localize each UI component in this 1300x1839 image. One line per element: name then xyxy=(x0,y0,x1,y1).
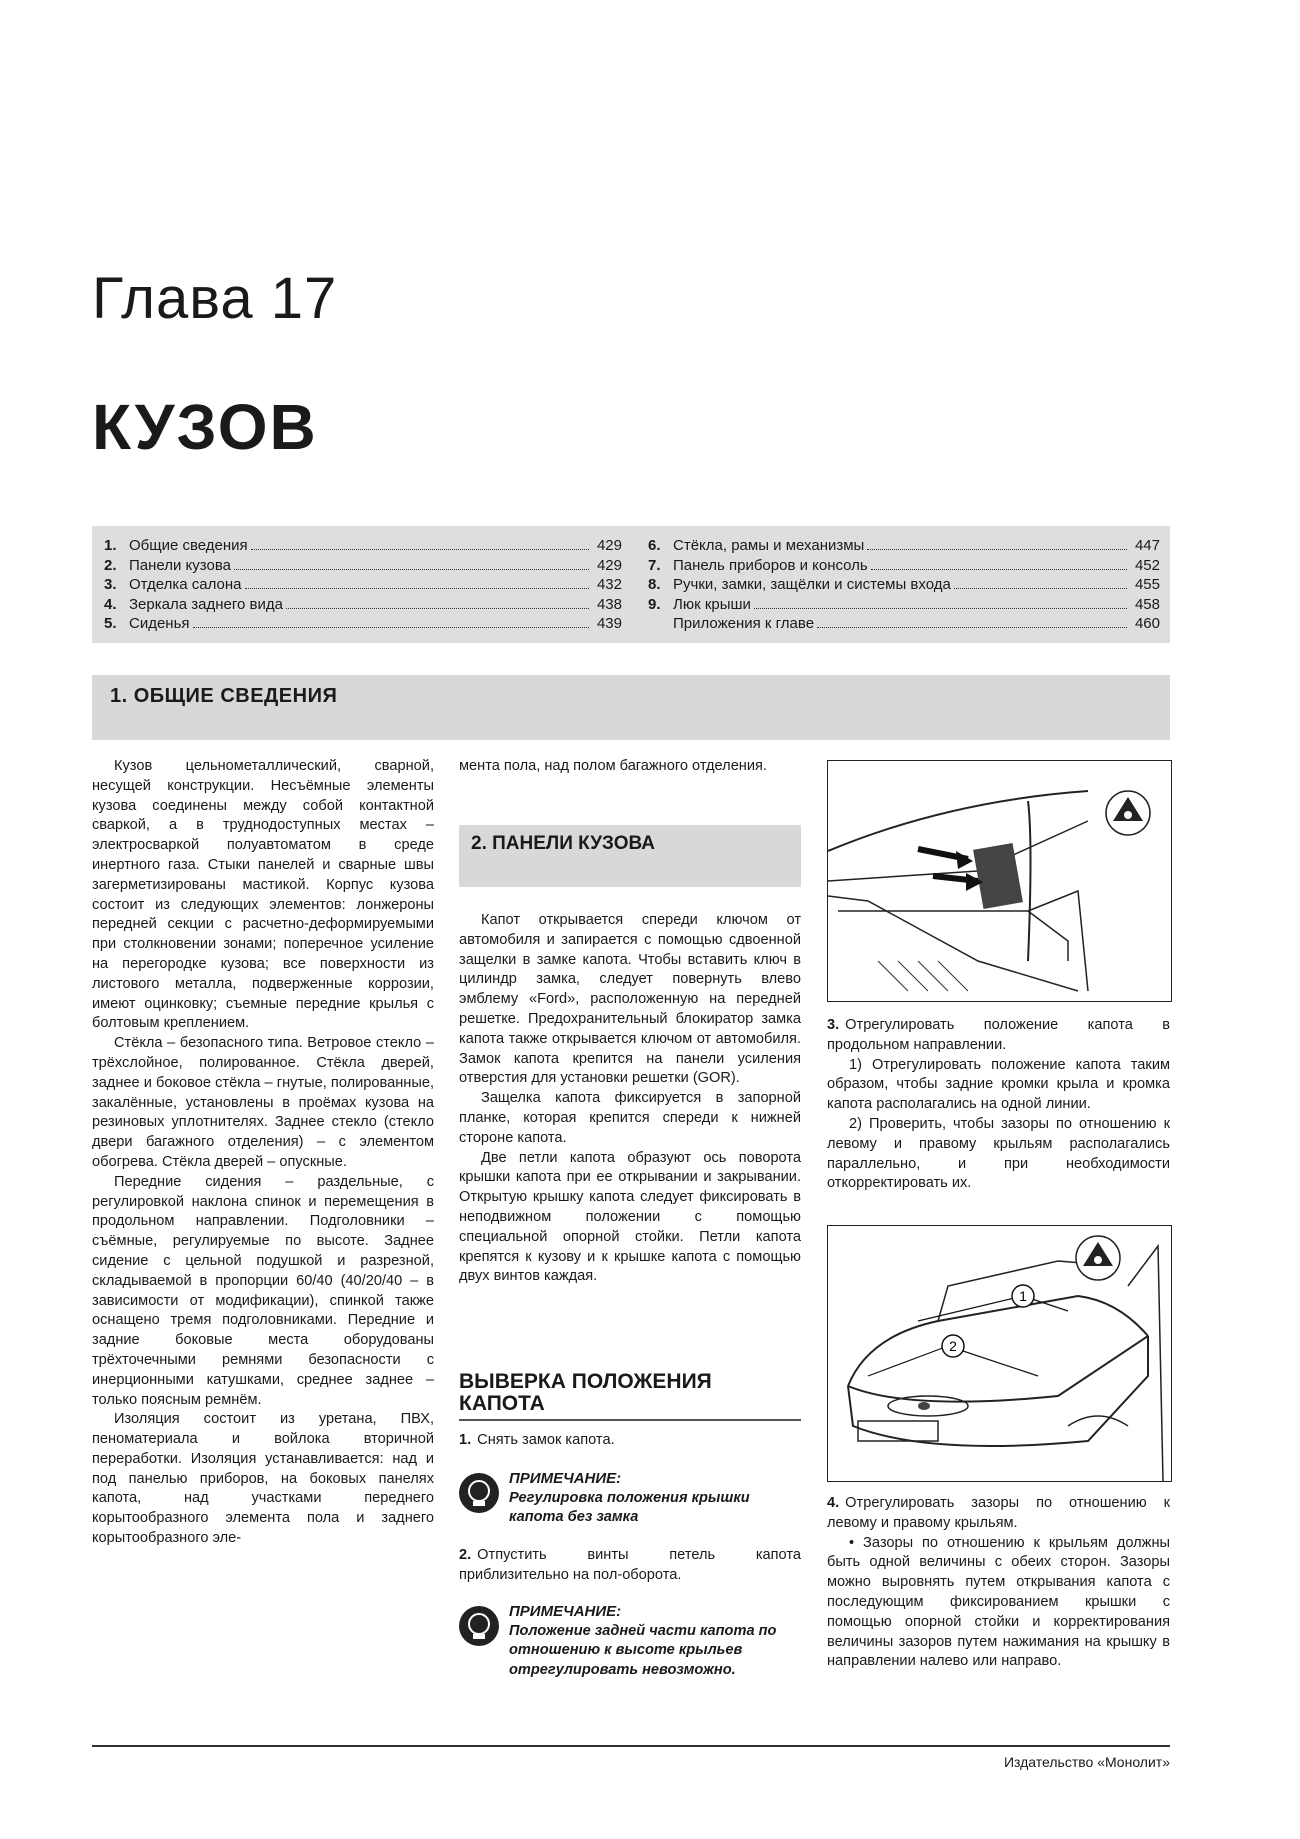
paragraph: Изоляция состоит из уретана, ПВХ, пеноматериала и войлока вторичной переработки. Изоляция устанавливается: над и под панелью приборов, на боковых панелях капота, над участками переднего корытообразного элемента пола и заднего корытообразного эле- xyxy=(92,1411,434,1547)
chapter-title: КУЗОВ xyxy=(92,391,318,463)
paragraph: Две петли капота образуют ось поворота крышки капота при ее открывании и закрывании. Открытую крышку капота следует фиксировать в неподвижном положении с помощью специальной опорной стойки. Петли капота крепятся к кузову и к крышке капота с помощью двух винтов каждая. xyxy=(459,1149,801,1285)
section-2-header xyxy=(459,825,801,887)
hood-latch-illustration xyxy=(827,760,1172,1002)
column-3-text-bottom xyxy=(827,1494,1170,1672)
section-1-header xyxy=(92,675,1170,740)
column-3-text-top xyxy=(827,1016,1170,1194)
column-2-text xyxy=(459,911,801,1287)
column-2-continuation xyxy=(459,757,801,777)
paragraph: Капот открывается спереди ключом от автомобиля и запирается с помощью сдвоенной защелки в замке капота. Чтобы вставить ключ в цилиндр замка, следует повернуть влево эмблему «Ford», расположенную на передней решетке. Предохранительный блокиратор замка капота также открывается ключом от автомобиля. Замок капота крепится на панели усиления отверстия для установки решетки (GOR). xyxy=(459,912,801,1087)
toc-item[interactable]: 3. Отделка салона 432 xyxy=(104,576,622,593)
toc-item[interactable]: 6. Стёкла, рамы и механизмы 447 xyxy=(648,537,1160,554)
section-2-title: 2. ПАНЕЛИ КУЗОВА xyxy=(471,833,655,854)
subsection-heading: ВЫВЕРКА ПОЛОЖЕНИЯ КАПОТА xyxy=(459,1371,801,1421)
hood-latch-drawing xyxy=(828,761,1171,1001)
paragraph: Стёкла – безопасного типа. Ветровое стекло – трёхслойное, полированное. Стёкла дверей, заднее и боковое стёкла – гнутые, полированные, закалённые, установлены в проёмах кузова на резиновых уплотнителях. Заднее стекло (стекло двери багажного отделения) – с элементом обогрева. Стёкла дверей – опускные. xyxy=(92,1035,434,1170)
paragraph: Кузов цельнометаллический, сварной, несущей конструкции. Несъёмные элементы кузова соединены между собой контактной сваркой, а в труднодоступных местах – электросваркой полуавтоматом в среде инертного газа. Стыки панелей и сварные швы загерметизированы мастикой. Корпус кузова состоит из следующих элементов: лонжероны передней секции с расчетно-деформируемыми при столкновении зонами; поперечное усиление на перегородке кузова; все поверхности из листового металла, подверженные коррозии, имеют оцинковку; съемные передние крылья с болтовым креплением. xyxy=(92,758,434,1032)
toc-left-column xyxy=(104,536,622,634)
step-1: 1. Снять замок капота. xyxy=(459,1432,615,1448)
paragraph: 2) Проверить, чтобы зазоры по отношению к левому и правому крыльям располагались параллельно, и при необходимости откорректировать их. xyxy=(827,1115,1170,1192)
callout-2: 2 xyxy=(949,1338,957,1354)
toc-item[interactable]: 2. Панели кузова 429 xyxy=(104,556,622,574)
paragraph: мента пола, над полом багажного отделения. xyxy=(459,758,767,774)
lightbulb-icon xyxy=(459,1473,499,1513)
toc-item[interactable]: 9. Люк крыши 458 xyxy=(648,595,1160,613)
paragraph: 1) Отрегулировать положение капота таким образом, чтобы задние кромки крыла и кромка капота располагались на одной линии. xyxy=(827,1056,1170,1113)
column-1-text xyxy=(92,757,434,1549)
section-1-title: 1. ОБЩИЕ СВЕДЕНИЯ xyxy=(110,685,338,707)
toc-item[interactable]: Приложения к главе 460 xyxy=(673,615,1160,632)
step-3: 3. Отрегулировать положение капота в продольном направлении. xyxy=(827,1017,1170,1053)
procedure-steps xyxy=(459,1431,801,1681)
toc-item[interactable]: 7. Панель приборов и консоль 452 xyxy=(648,556,1160,574)
toc-item[interactable]: 4. Зеркала заднего вида 438 xyxy=(104,595,622,613)
note-1: ПРИМЕЧАНИЕ: Регулировка положения крышки капота без замка xyxy=(459,1469,801,1528)
toc-item[interactable]: 5. Сиденья 439 xyxy=(104,615,622,632)
bullet-paragraph: • Зазоры по отношению к крыльям должны быть одной величины с обеих сторон. Зазоры можно выровнять путем открывания капота с последующим фиксированием крышки с помощью опорной стойки и корректирования величины зазоров путем нажимания на крышку в направлении налево или направо. xyxy=(827,1534,1170,1670)
toc-right-column xyxy=(648,536,1160,634)
note-2: ПРИМЕЧАНИЕ: Положение задней части капота по отношению к высоте крыльев отрегулировать невозможно. xyxy=(459,1602,801,1681)
car-front-drawing xyxy=(828,1226,1171,1481)
step-4: 4. Отрегулировать зазоры по отношению к левому и правому крыльям. xyxy=(827,1495,1170,1531)
table-of-contents xyxy=(92,526,1170,643)
lightbulb-icon xyxy=(459,1606,499,1646)
paragraph: Защелка капота фиксируется в запорной планке, которая крепится спереди к нижней стороне капота. xyxy=(459,1090,801,1146)
toc-item[interactable]: 8. Ручки, замки, защёлки и системы входа 455 xyxy=(648,576,1160,593)
paragraph: Передние сидения – раздельные, с регулировкой наклона спинок и перемещения в продольном направлении. Подголовники – съёмные, регулируемые по высоте. Заднее сидение с цельной подушкой и разрезной, складываемой в пропорции 60/40 (40/20/40 – в зависимости от модификации), спинкой также оснащено тремя подголовниками. Передние и задние боковые места оборудованы трёхточечными ремнями безопасности с инерционными катушками, среднее заднее – только поясным ремнём. xyxy=(92,1173,434,1408)
callout-1: 1 xyxy=(1019,1288,1027,1304)
chapter-label: Глава 17 xyxy=(92,266,338,331)
step-2: 2. Отпустить винты петель капота приблизительно на пол-оборота. xyxy=(459,1547,801,1583)
car-hood-gap-illustration xyxy=(827,1225,1172,1482)
footer-rule xyxy=(92,1745,1170,1747)
publisher-name: Издательство «Монолит» xyxy=(1003,1754,1170,1770)
toc-item[interactable]: 1. Общие сведения 429 xyxy=(104,537,622,554)
